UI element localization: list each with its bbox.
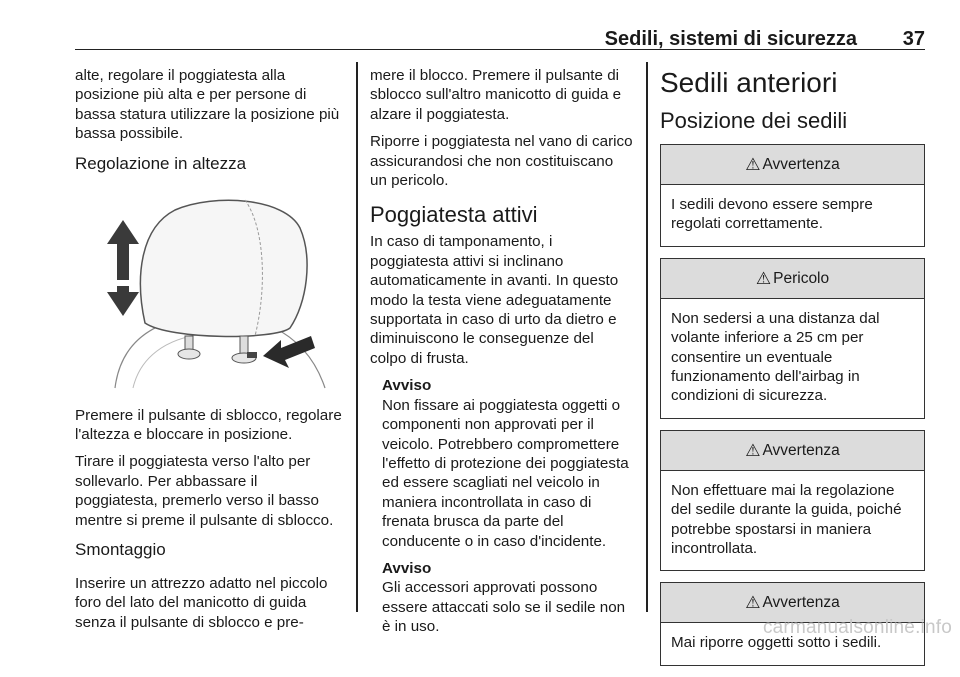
headrest-illustration bbox=[75, 188, 343, 388]
notice-1 bbox=[382, 376, 633, 551]
warning-icon: ⚠ bbox=[745, 440, 761, 460]
warning-title: Avvertenza bbox=[762, 594, 840, 612]
warning-text: Non effettuare mai la regolazione del sedile durante la guida, poiché potrebbe spostarsi in maniera incontrollata. bbox=[671, 481, 902, 558]
warning-box bbox=[660, 430, 925, 572]
column-middle bbox=[370, 66, 633, 645]
section-title: Sedili, sistemi di sicurezza bbox=[604, 28, 857, 50]
warning-icon: ⚠ bbox=[745, 154, 761, 174]
column-divider-2 bbox=[646, 62, 648, 612]
paragraph: mere il blocco. Premere il pulsante di sblocco sull'altro manicotto di guida e alzare il poggiatesta. bbox=[370, 67, 622, 123]
column-divider-1 bbox=[356, 62, 358, 612]
notice-label: Avviso bbox=[382, 559, 432, 577]
column-left bbox=[75, 66, 343, 640]
heading-front-seats: Sedili anteriori bbox=[660, 67, 838, 98]
watermark: carmanualsonline.info bbox=[762, 617, 952, 638]
heading-active-headrests: Poggiatesta attivi bbox=[370, 202, 538, 228]
warning-box bbox=[660, 144, 925, 247]
warning-text: Mai riporre oggetti sotto i sedili. bbox=[671, 634, 882, 652]
danger-text: Non sedersi a una distanza dal volante inferiore a 25 cm per consentire un eventuale funzionamento dell'airbag in condizioni di sicurezza. bbox=[671, 309, 880, 405]
paragraph: In caso di tamponamento, i poggiatesta attivi si inclinano automaticamente in avanti. In questo modo la testa viene adeguatamente supportata in caso di urto da dietro e diminuiscono le conseguenze del colpo di frusta. bbox=[370, 233, 619, 367]
warning-icon: ⚠ bbox=[745, 593, 761, 613]
page-number: 37 bbox=[902, 28, 925, 50]
warning-text: I sedili devono essere sempre regolati correttamente. bbox=[671, 196, 873, 233]
page-header bbox=[75, 10, 925, 50]
paragraph: Riporre i poggiatesta nel vano di carico assicurandosi che non costituiscano un pericolo. bbox=[370, 133, 633, 190]
notice-text: Gli accessori approvati possono essere attaccati solo se il sedile non è in uso. bbox=[382, 579, 626, 636]
danger-box bbox=[660, 258, 925, 419]
column-right bbox=[660, 66, 925, 677]
warning-icon: ⚠ bbox=[755, 268, 772, 288]
heading-seat-position: Posizione dei sedili bbox=[660, 108, 848, 133]
paragraph: Tirare il poggiatesta verso l'alto per sollevarlo. Per abbassare il poggiatesta, premerlo verso il basso mentre si preme il pulsante di sblocco. bbox=[75, 453, 334, 529]
paragraph: Premere il pulsante di sblocco, regolare l'altezza e bloccare in posizione. bbox=[75, 406, 342, 444]
danger-title: Pericolo bbox=[773, 269, 830, 287]
notice-2 bbox=[382, 559, 633, 637]
paragraph: Inserire un attrezzo adatto nel piccolo foro del lato del manicotto di guida senza il pulsante di sblocco e pre- bbox=[75, 575, 328, 631]
notice-label: Avviso bbox=[382, 377, 432, 395]
heading-height-adjustment: Regolazione in altezza bbox=[75, 153, 247, 173]
warning-title: Avvertenza bbox=[762, 155, 840, 173]
headrest-drawing bbox=[75, 188, 343, 388]
heading-removal: Smontaggio bbox=[75, 540, 166, 560]
paragraph: alte, regolare il poggiatesta alla posizione più alta e per persone di bassa statura utilizzare la posizione più bassa possibile. bbox=[75, 67, 340, 143]
warning-title: Avvertenza bbox=[762, 441, 840, 459]
notice-text: Non fissare ai poggiatesta oggetti o componenti non approvati per il veicolo. Potrebbero compromettere l'effetto di protezione dei poggiatesta ed essere scagliati nel veicolo in maniera incontrollata in caso di frenata brusca da parte del conducente o in caso d'incidente. bbox=[382, 396, 629, 550]
